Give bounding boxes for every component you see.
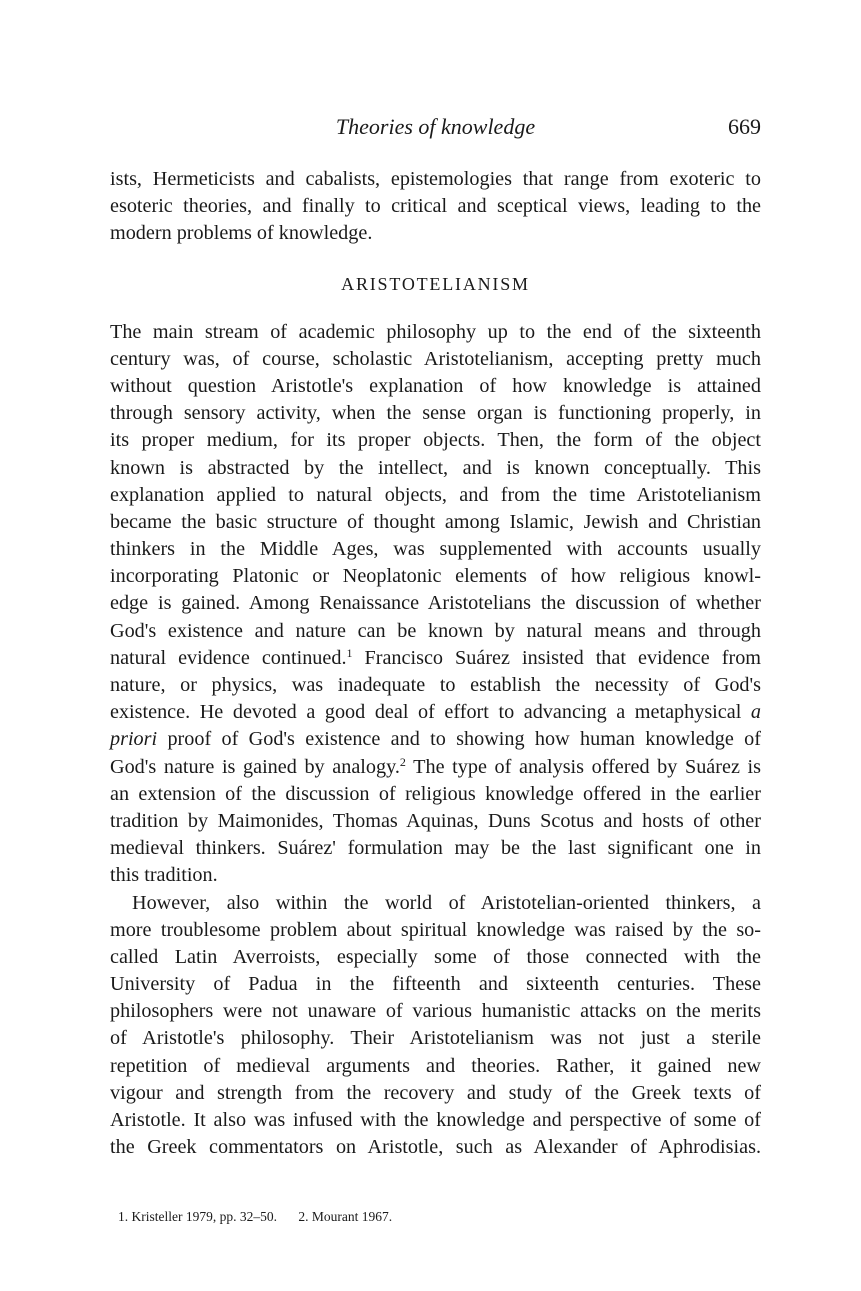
text-line: The main stream of academic philosophy up to the end of the sixteenth xyxy=(110,320,761,343)
text-line: esoteric theories, and finally to critical and sceptical views, leading to the xyxy=(110,195,761,218)
italic-text: priori xyxy=(110,728,158,751)
text-line: ists, Hermeticists and cabalists, epistemologies that range from exoteric to xyxy=(110,168,761,190)
paragraph-2 xyxy=(110,890,761,1162)
text-line xyxy=(110,754,761,781)
text-line: an extension of the discussion of religious knowledge offered in the earlier xyxy=(110,782,761,805)
italic-text: a xyxy=(750,701,761,724)
text-run: proof of God's existence and to showing how human knowledge of xyxy=(157,728,761,751)
text-line: medieval thinkers. Suárez' formulation may be the last significant one in xyxy=(110,837,761,860)
intro-paragraph xyxy=(110,166,761,248)
text-line: University of Padua in the fifteenth and sixteenth centuries. These xyxy=(110,973,761,996)
footnote-1: 1. Kristeller 1979, pp. 32–50. xyxy=(118,1209,277,1224)
text-line: Aristotle. It also was infused with the knowledge and perspective of some of xyxy=(110,1109,761,1131)
text-run: natural evidence continued. xyxy=(110,646,347,669)
text-line: God's existence and nature can be known by natural means and through xyxy=(110,619,761,642)
text-line: vigour and strength from the recovery and study of the Greek texts of xyxy=(110,1081,761,1104)
text-line: through sensory activity, when the sense organ is functioning properly, in xyxy=(110,402,761,425)
text-line xyxy=(110,726,761,753)
text-run: God's nature is gained by analogy. xyxy=(110,755,400,778)
text-line: this tradition. xyxy=(110,864,218,887)
text-line: philosophers were not unaware of various humanistic attacks on the merits xyxy=(110,1000,761,1023)
footnote-marker-2: 2 xyxy=(399,754,406,769)
text-run: Francisco Suárez insisted that evidence from xyxy=(352,646,762,669)
text-run: existence. He devoted a good deal of effort to advancing a metaphysical xyxy=(110,701,742,724)
text-line: more troublesome problem about spiritual knowledge was raised by the so- xyxy=(110,918,761,941)
text-line: modern problems of knowledge. xyxy=(110,222,373,245)
text-line: thinkers in the Middle Ages, was supplemented with accounts usually xyxy=(110,538,761,561)
footnote-2: 2. Mourant 1967. xyxy=(298,1209,393,1224)
text-line: became the basic structure of thought among Islamic, Jewish and Christian xyxy=(110,510,761,533)
body-text xyxy=(110,166,761,1161)
footnote-marker-1: 1 xyxy=(346,645,353,660)
text-line: explanation applied to natural objects, and from the time Aristotelianism xyxy=(110,483,761,506)
text-line xyxy=(110,645,761,672)
footnotes xyxy=(118,1208,410,1226)
text-line: century was, of course, scholastic Aristotelianism, accepting pretty much xyxy=(110,347,761,370)
text-line: of Aristotle's philosophy. Their Aristotelianism was not just a sterile xyxy=(110,1027,761,1050)
text-line: tradition by Maimonides, Thomas Aquinas, Duns Scotus and hosts of other xyxy=(110,809,761,832)
text-line: repetition of medieval arguments and theories. Rather, it gained new xyxy=(110,1054,761,1077)
text-line xyxy=(110,699,761,726)
page-number: 669 xyxy=(728,114,761,139)
text-line: called Latin Averroists, especially some of those connected with the xyxy=(110,945,761,968)
text-line: edge is gained. Among Renaissance Aristotelians the discussion of whether xyxy=(110,592,761,615)
section-heading: ARISTOTELIANISM xyxy=(341,273,530,294)
text-line: the Greek commentators on Aristotle, such as Alexander of Aphrodisias. xyxy=(110,1136,761,1159)
running-title: Theories of knowledge xyxy=(335,114,536,139)
text-line: without question Aristotle's explanation of how knowledge is attained xyxy=(110,374,761,397)
text-line: incorporating Platonic or Neoplatonic elements of how religious knowl- xyxy=(110,565,761,588)
text-line: nature, or physics, was inadequate to establish the necessity of God's xyxy=(110,674,761,696)
text-line: known is abstracted by the intellect, and is known conceptually. This xyxy=(110,456,761,479)
text-run: The type of analysis offered by Suárez is xyxy=(405,755,761,778)
text-line: However, also within the world of Aristotelian-oriented thinkers, a xyxy=(132,891,761,914)
running-head xyxy=(110,112,761,142)
text-line: its proper medium, for its proper objects. Then, the form of the object xyxy=(110,429,761,452)
paragraph-1 xyxy=(110,319,761,890)
